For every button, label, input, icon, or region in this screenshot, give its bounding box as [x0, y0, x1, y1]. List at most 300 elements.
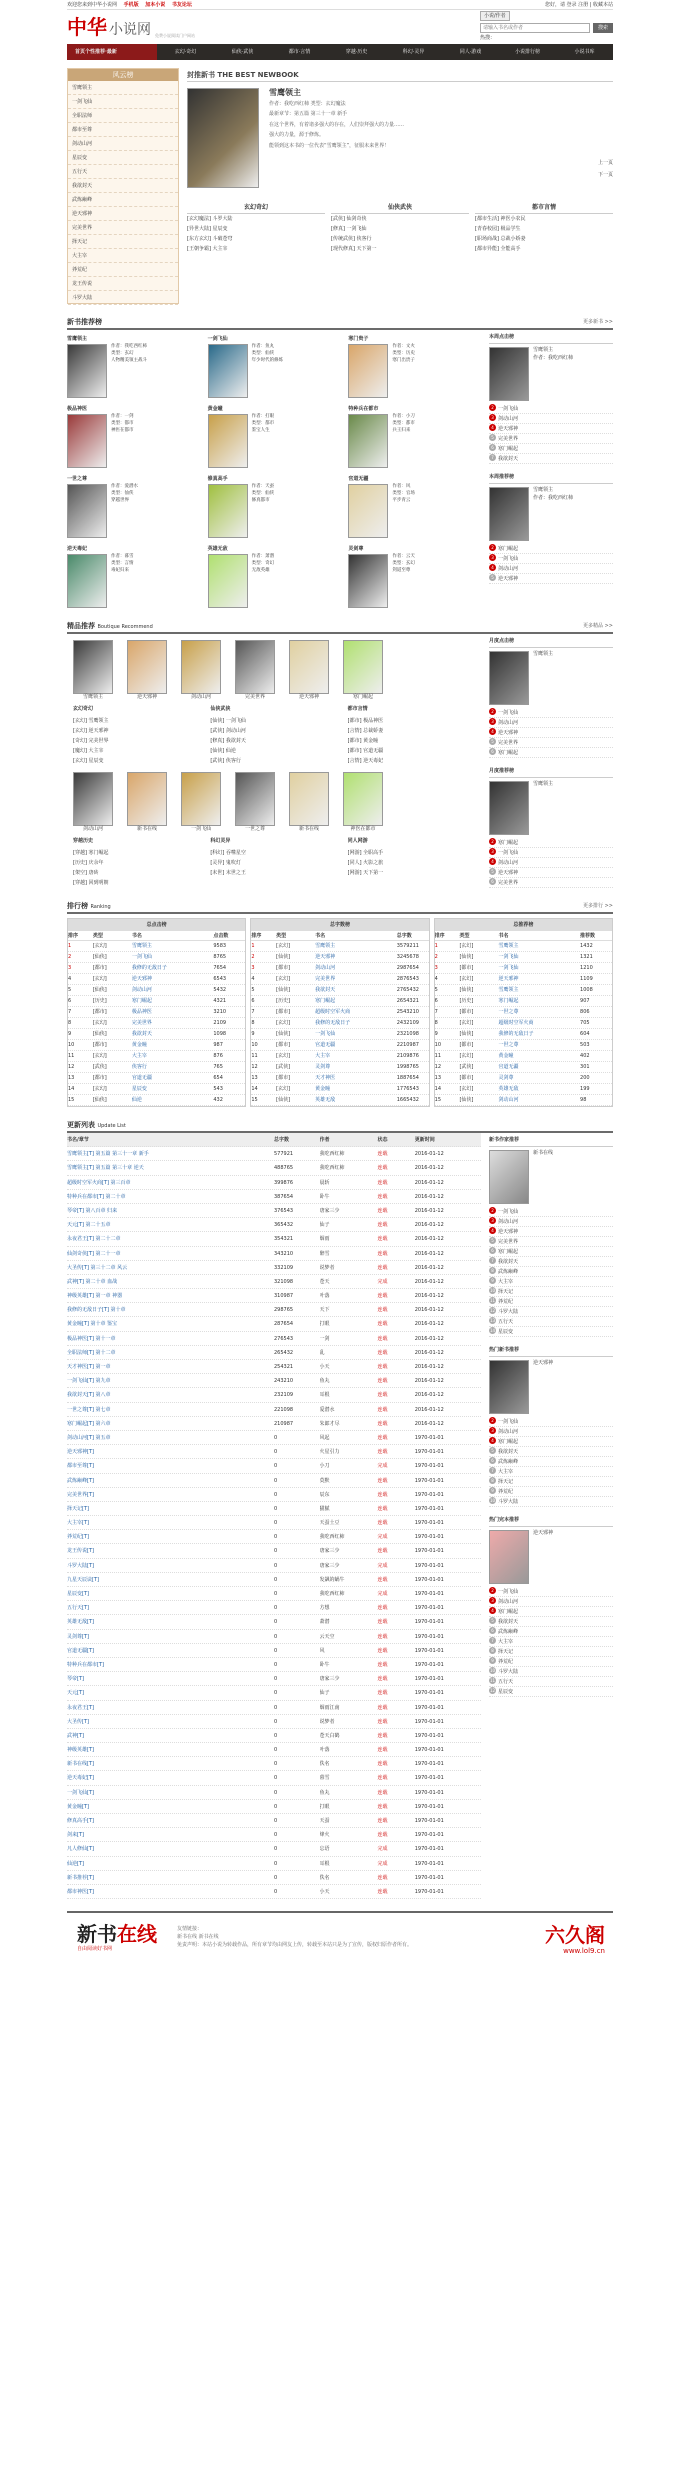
rank-item[interactable]: 雪鹰领主 — [68, 81, 178, 95]
newbook-cover[interactable] — [348, 554, 388, 608]
monthhot-item[interactable] — [489, 728, 613, 738]
boutique-book-title[interactable]: 寒门崛起 — [352, 694, 373, 700]
boutique-cover[interactable] — [127, 640, 167, 694]
hotnew-name[interactable]: 武炼巅峰 — [498, 1459, 519, 1465]
ranking-row[interactable] — [435, 1018, 612, 1029]
category-title[interactable]: 都市言情 — [475, 202, 613, 214]
ranking-cell[interactable]: 我欲封天 — [315, 987, 336, 993]
boutique-book[interactable] — [127, 640, 167, 700]
weekhot-name[interactable]: 剑动山河 — [498, 416, 519, 422]
update-row[interactable] — [67, 1573, 481, 1587]
boutique-category-item[interactable]: [玄幻] 星辰变 — [73, 758, 104, 764]
ranking-row[interactable] — [435, 1062, 612, 1073]
boutique-category-title[interactable]: 同人网游 — [347, 838, 368, 844]
hotdone-item[interactable] — [489, 1607, 613, 1617]
update-cell[interactable]: 斗罗大陆[T] — [67, 1562, 94, 1569]
boutique-book[interactable] — [181, 640, 221, 700]
ranking-row[interactable] — [251, 1040, 428, 1051]
weekhot-name[interactable]: 我欲封天 — [498, 456, 519, 462]
ranking-cell[interactable]: 寒门崛起 — [315, 998, 336, 1004]
ranking-cell[interactable]: 一剑飞仙 — [131, 954, 152, 960]
boutique-book-title[interactable]: 新书在线 — [136, 826, 157, 832]
ranking-row[interactable] — [251, 952, 428, 963]
category-item[interactable]: [武侠] 仙剑奇侠 — [331, 216, 367, 222]
boutique-category-item[interactable]: [历史] 庆余年 — [73, 860, 104, 866]
update-row[interactable] — [67, 1303, 481, 1317]
ranking-row[interactable] — [68, 952, 245, 963]
newfav-item[interactable] — [489, 1307, 613, 1317]
ranking-row[interactable] — [435, 1084, 612, 1095]
newbook-cover[interactable] — [348, 414, 388, 468]
ranking-row[interactable] — [435, 996, 612, 1007]
ranking-cell[interactable]: 剑动山河 — [498, 1097, 519, 1103]
ranking-cell[interactable]: 逆天邪神 — [498, 976, 519, 982]
ranking-cell[interactable]: 逆天邪神 — [315, 954, 336, 960]
category-item[interactable]: [玄幻魔法] 斗罗大陆 — [187, 216, 233, 222]
update-cell[interactable]: 寒门崛起[T] 第六章 — [67, 1420, 111, 1427]
update-row[interactable] — [67, 1488, 481, 1502]
monthhot-name[interactable]: 一剑飞仙 — [498, 710, 519, 716]
update-cell[interactable]: 天元[T] 第二十五章 — [67, 1222, 111, 1229]
nav-item[interactable]: 同人·游戏 — [459, 49, 482, 55]
weekrec-name[interactable]: 一剑飞仙 — [498, 556, 519, 562]
update-cell[interactable]: 逆天邪神[T] — [67, 1449, 94, 1456]
update-row[interactable] — [67, 1275, 481, 1289]
update-row[interactable] — [67, 1743, 481, 1757]
ranking-cell[interactable]: 超级时空军火商 — [498, 1020, 534, 1026]
update-cell[interactable]: 仙剑奇侠[T] 第二十一章 — [67, 1250, 121, 1257]
update-cell[interactable]: 都市至尊[T] — [67, 1463, 94, 1470]
boutique-book[interactable] — [343, 640, 383, 700]
newbook-title[interactable]: 黄金瞳 — [207, 406, 223, 412]
update-cell[interactable]: 超级时空军火商[T] 第三百章 — [67, 1179, 131, 1186]
category-item[interactable]: [青春校园] 极品学生 — [475, 226, 521, 232]
boutique-book[interactable] — [73, 772, 113, 832]
ranking-row[interactable] — [435, 1007, 612, 1018]
hotnew-name[interactable]: 我欲封天 — [498, 1449, 519, 1455]
ranking-cell[interactable]: 我欲封天 — [131, 1031, 152, 1037]
ranking-row[interactable] — [435, 1029, 612, 1040]
newbook-cover[interactable] — [67, 554, 107, 608]
update-cell[interactable]: 九星天辰诀[T] — [67, 1576, 99, 1583]
newbook-cover[interactable] — [67, 484, 107, 538]
newbook-title[interactable]: 一剑飞仙 — [207, 336, 228, 342]
monthhot-item[interactable] — [489, 738, 613, 748]
update-row[interactable] — [67, 1218, 481, 1232]
weekrec-item[interactable] — [489, 544, 613, 554]
ranking-row[interactable] — [251, 974, 428, 985]
category-item[interactable]: [都市生活] 神医小农民 — [475, 216, 526, 222]
hotnew-name[interactable]: 一剑飞仙 — [498, 1419, 519, 1425]
boutique-category-item[interactable]: [末世] 末世之王 — [210, 870, 246, 876]
nav-item[interactable]: 玄幻·奇幻 — [174, 49, 197, 55]
monthrec-name[interactable]: 逆天邪神 — [498, 870, 519, 876]
update-row[interactable] — [67, 1587, 481, 1601]
new-fav-book[interactable]: 新书在线 — [533, 1150, 554, 1156]
update-row[interactable] — [67, 1232, 481, 1246]
boutique-cover[interactable] — [289, 772, 329, 826]
newfav-item[interactable] — [489, 1257, 613, 1267]
rank-item[interactable]: 剑动山河 — [68, 137, 178, 151]
hotnew-name[interactable]: 大主宰 — [498, 1469, 514, 1475]
newfav-item[interactable] — [489, 1267, 613, 1277]
update-cell[interactable]: 五行天[T] — [67, 1605, 89, 1612]
monthrec-name[interactable]: 寒门崛起 — [498, 840, 519, 846]
ranking-row[interactable] — [68, 996, 245, 1007]
ranking-cell[interactable]: 我修的无敌日子 — [498, 1031, 534, 1037]
boutique-book-title[interactable]: 剑动山河 — [190, 694, 211, 700]
update-row[interactable] — [67, 1757, 481, 1771]
category-title[interactable]: 玄幻奇幻 — [187, 202, 325, 214]
update-row[interactable] — [67, 1403, 481, 1417]
boutique-book[interactable] — [289, 772, 329, 832]
ranking-row[interactable] — [435, 985, 612, 996]
month-hot-cover[interactable] — [489, 651, 529, 705]
update-row[interactable] — [67, 1842, 481, 1856]
hotdone-item[interactable] — [489, 1647, 613, 1657]
weekhot-item[interactable] — [489, 424, 613, 434]
ranking-cell[interactable]: 完美世界 — [131, 1020, 152, 1026]
rank-item[interactable]: 我欲封天 — [68, 179, 178, 193]
ranking-row[interactable] — [435, 941, 612, 952]
update-cell[interactable]: 都市神医[T] — [67, 1888, 94, 1895]
boutique-category-item[interactable]: [言情] 逆天毒妃 — [347, 758, 384, 764]
ranking-cell[interactable]: 黄金瞳 — [315, 1086, 331, 1092]
boutique-category-item[interactable]: [仙侠] 一剑飞仙 — [210, 718, 246, 724]
ranking-cell[interactable]: 大主宰 — [315, 1053, 331, 1059]
update-cell[interactable]: 极品神医[T] 第十一章 — [67, 1335, 116, 1342]
boutique-category-item[interactable]: [同人] 火影之旅 — [347, 860, 384, 866]
newbook-cover[interactable] — [67, 414, 107, 468]
month-rec-cover[interactable] — [489, 781, 529, 835]
ranking-row[interactable] — [251, 1051, 428, 1062]
boutique-category-item[interactable]: [修真] 我欲封天 — [210, 738, 246, 744]
ranking-row[interactable] — [251, 1084, 428, 1095]
boutique-category-item[interactable]: [网游] 天下第一 — [347, 870, 384, 876]
ranking-cell[interactable]: 一剑飞仙 — [498, 954, 519, 960]
hotnew-item[interactable] — [489, 1437, 613, 1447]
boutique-cover[interactable] — [343, 772, 383, 826]
boutique-category-item[interactable]: [都市] 黄金瞳 — [347, 738, 379, 744]
update-cell[interactable]: 剑来[T] — [67, 1832, 84, 1839]
hotnew-item[interactable] — [489, 1477, 613, 1487]
ranking-cell[interactable]: 黄金瞳 — [498, 1053, 514, 1059]
newfav-name[interactable]: 斗罗大陆 — [498, 1309, 519, 1315]
update-cell[interactable]: 修真高手[T] — [67, 1818, 94, 1824]
ranking-cell[interactable]: 雪鹰领主 — [315, 943, 336, 949]
ranking-cell[interactable]: 英雄无敌 — [315, 1097, 336, 1103]
newfav-name[interactable]: 逆天邪神 — [498, 1229, 519, 1235]
month-rec-book[interactable]: 雪鹰领主 — [533, 781, 554, 787]
newbook-title[interactable]: 一世之尊 — [67, 476, 88, 482]
boutique-category-item[interactable]: [架空] 唐砖 — [73, 870, 99, 876]
rank-item[interactable]: 斗罗大陆 — [68, 291, 178, 305]
category-item[interactable]: [东方玄幻] 斗破苍穹 — [187, 236, 233, 242]
monthhot-name[interactable]: 剑动山河 — [498, 720, 519, 726]
update-row[interactable] — [67, 1615, 481, 1629]
newfav-name[interactable]: 我欲封天 — [498, 1259, 519, 1265]
newbook-cover[interactable] — [208, 344, 248, 398]
weekrec-name[interactable]: 逆天邪神 — [498, 576, 519, 582]
newbook-more[interactable]: 更多新书 >> — [583, 319, 613, 325]
boutique-book-title[interactable]: 逆天邪神 — [136, 694, 157, 700]
update-cell[interactable]: 雪鹰领主[T] 第五篇 第三十章 逆天 — [67, 1165, 144, 1172]
weekhot-item[interactable] — [489, 404, 613, 414]
next-page[interactable]: 下一页 — [597, 172, 613, 179]
boutique-category-item[interactable]: [都市] 极品神医 — [347, 718, 384, 724]
featured-title[interactable]: 雪鹰领主 — [269, 88, 301, 97]
newbook-cover[interactable] — [348, 484, 388, 538]
ranking-cell[interactable]: 完美世界 — [315, 976, 336, 982]
update-cell[interactable]: 永夜君王[T] 第二十二章 — [67, 1236, 121, 1243]
hotdone-item[interactable] — [489, 1587, 613, 1597]
hotdone-item[interactable] — [489, 1597, 613, 1607]
ranking-row[interactable] — [68, 1051, 245, 1062]
newfav-name[interactable]: 星辰变 — [498, 1329, 514, 1335]
week-hot-book[interactable]: 雪鹰领主 — [533, 347, 554, 353]
weekrec-name[interactable]: 剑动山河 — [498, 566, 519, 572]
monthhot-name[interactable]: 寒门崛起 — [498, 750, 519, 756]
rank-item[interactable]: 完美世界 — [68, 221, 178, 235]
newbook-title[interactable]: 修真高手 — [207, 476, 228, 482]
newbook-title[interactable]: 逆天毒妃 — [67, 546, 88, 552]
update-cell[interactable]: 琴帝[T] — [67, 1676, 84, 1683]
update-row[interactable] — [67, 1828, 481, 1842]
boutique-category-item[interactable]: [科幻] 吞噬星空 — [210, 850, 246, 856]
boutique-category-item[interactable]: [武侠] 侠客行 — [210, 758, 241, 764]
boutique-book[interactable] — [181, 772, 221, 832]
ranking-row[interactable] — [435, 963, 612, 974]
hotnew-name[interactable]: 剑动山河 — [498, 1429, 519, 1435]
ranking-cell[interactable]: 寒门崛起 — [131, 998, 152, 1004]
update-cell[interactable]: 星辰变[T] — [67, 1591, 89, 1597]
ranking-row[interactable] — [68, 1029, 245, 1040]
category-item[interactable]: [王朝争霸] 大主宰 — [187, 246, 228, 252]
boutique-category-item[interactable]: [玄幻] 雪鹰领主 — [73, 718, 109, 724]
update-cell[interactable]: 大圣传[T] — [67, 1718, 89, 1725]
update-cell[interactable]: 我修的无敌日子[T] 第十章 — [67, 1307, 126, 1314]
rank-item[interactable]: 都市至尊 — [68, 123, 178, 137]
ranking-row[interactable] — [251, 1095, 428, 1106]
hotnew-item[interactable] — [489, 1487, 613, 1497]
nav-item[interactable]: 小说排行榜 — [514, 49, 540, 55]
rank-item[interactable]: 逆天邪神 — [68, 207, 178, 221]
boutique-cover[interactable] — [235, 772, 275, 826]
monthhot-item[interactable] — [489, 708, 613, 718]
update-row[interactable] — [67, 1417, 481, 1431]
newbook-title[interactable]: 寒门贵子 — [348, 336, 369, 342]
boutique-book[interactable] — [73, 640, 113, 700]
hotdone-name[interactable]: 大主宰 — [498, 1639, 514, 1645]
monthrec-name[interactable]: 完美世界 — [498, 880, 519, 886]
update-cell[interactable]: 黄金瞳[T] — [67, 1803, 89, 1810]
nav-item[interactable]: 都市·言情 — [288, 49, 311, 55]
hotnew-item[interactable] — [489, 1427, 613, 1437]
search-button[interactable]: 搜索 — [593, 23, 613, 33]
week-rec-cover[interactable] — [489, 487, 529, 541]
boutique-category-title[interactable]: 科幻灵异 — [210, 838, 231, 844]
update-cell[interactable]: 天元[T] — [67, 1690, 84, 1697]
update-cell[interactable]: 武炼巅峰[T] — [67, 1477, 94, 1484]
update-row[interactable] — [67, 1701, 481, 1715]
ranking-row[interactable] — [435, 1051, 612, 1062]
update-row[interactable] — [67, 1445, 481, 1459]
update-cell[interactable]: 一剑飞仙[T] 第九章 — [67, 1378, 111, 1385]
boutique-category-item[interactable]: [灵异] 鬼吹灯 — [210, 860, 241, 866]
update-cell[interactable]: 大主宰[T] — [67, 1520, 89, 1527]
ranking-cell[interactable]: 一剑飞仙 — [315, 1031, 336, 1037]
weekhot-item[interactable] — [489, 414, 613, 424]
update-cell[interactable]: 大圣传[T] 第三十二章 风云 — [67, 1264, 128, 1271]
ranking-row[interactable] — [251, 1062, 428, 1073]
monthhot-name[interactable]: 逆天邪神 — [498, 730, 519, 736]
update-cell[interactable]: 特种兵在都市[T] 第二十章 — [67, 1193, 126, 1200]
boutique-cover[interactable] — [181, 772, 221, 826]
ranking-cell[interactable]: 官道无疆 — [498, 1064, 519, 1070]
update-cell[interactable]: 琴帝[T] 第八百章 归来 — [67, 1207, 118, 1214]
hotdone-name[interactable]: 寒门崛起 — [498, 1609, 519, 1615]
update-cell[interactable]: 择天记[T] — [67, 1505, 89, 1512]
ranking-row[interactable] — [251, 963, 428, 974]
ranking-cell[interactable]: 星辰变 — [131, 1086, 147, 1092]
update-cell[interactable]: 全职法师[T] 第十二章 — [67, 1349, 116, 1356]
rank-item[interactable]: 武炼巅峰 — [68, 193, 178, 207]
newbook-title[interactable]: 英雄无敌 — [207, 546, 228, 552]
week-hot-cover[interactable] — [489, 347, 529, 401]
boutique-book[interactable] — [235, 640, 275, 700]
update-row[interactable] — [67, 1644, 481, 1658]
rank-item[interactable]: 莽荒纪 — [68, 263, 178, 277]
mobile-link[interactable]: 手机版 — [123, 1, 139, 8]
newfav-item[interactable] — [489, 1317, 613, 1327]
newfav-item[interactable] — [489, 1277, 613, 1287]
newfav-name[interactable]: 完美世界 — [498, 1239, 519, 1245]
boutique-more[interactable]: 更多精品 >> — [583, 623, 613, 629]
update-row[interactable] — [67, 1672, 481, 1686]
newfav-name[interactable]: 寒门崛起 — [498, 1249, 519, 1255]
ranking-row[interactable] — [435, 1073, 612, 1084]
boutique-cover[interactable] — [127, 772, 167, 826]
update-row[interactable] — [67, 1360, 481, 1374]
update-row[interactable] — [67, 1630, 481, 1644]
update-row[interactable] — [67, 1786, 481, 1800]
update-row[interactable] — [67, 1431, 481, 1445]
ranking-cell[interactable]: 黄金瞳 — [131, 1042, 147, 1048]
update-row[interactable] — [67, 1147, 481, 1161]
hotnew-item[interactable] — [489, 1467, 613, 1477]
update-row[interactable] — [67, 1530, 481, 1544]
ranking-cell[interactable]: 逆天邪神 — [131, 976, 152, 982]
ranking-row[interactable] — [68, 985, 245, 996]
newbook-title[interactable]: 官道无疆 — [348, 476, 369, 482]
boutique-category-item[interactable]: [玄幻] 逆天邪神 — [73, 728, 109, 734]
search-type-label[interactable]: 小说/作者 — [480, 11, 510, 21]
update-cell[interactable]: 一剑飞仙[T] — [67, 1789, 94, 1796]
ranking-cell[interactable]: 雪鹰领主 — [498, 987, 519, 993]
monthrec-name[interactable]: 剑动山河 — [498, 860, 519, 866]
nav-item[interactable]: 穿越·历史 — [345, 49, 368, 55]
update-cell[interactable]: 特种兵在都市[T] — [67, 1661, 104, 1668]
update-cell[interactable]: 凡人修仙[T] — [67, 1846, 94, 1853]
update-cell[interactable]: 莽荒纪[T] — [67, 1534, 89, 1541]
boutique-cover[interactable] — [343, 640, 383, 694]
hotdone-name[interactable]: 我欲封天 — [498, 1619, 519, 1625]
weekrec-name[interactable]: 寒门崛起 — [498, 546, 519, 552]
boutique-category-title[interactable]: 仙侠武侠 — [210, 706, 231, 712]
update-row[interactable] — [67, 1729, 481, 1743]
ranking-row[interactable] — [251, 1007, 428, 1018]
update-row[interactable] — [67, 1516, 481, 1530]
boutique-cover[interactable] — [289, 640, 329, 694]
prev-page[interactable]: 上一页 — [597, 160, 613, 167]
ranking-cell[interactable]: 我修的无敌日子 — [315, 1020, 351, 1026]
update-row[interactable] — [67, 1601, 481, 1615]
boutique-book[interactable] — [343, 772, 383, 832]
hotdone-item[interactable] — [489, 1617, 613, 1627]
hotnew-item[interactable] — [489, 1417, 613, 1427]
update-row[interactable] — [67, 1332, 481, 1346]
hotnew-name[interactable]: 择天记 — [498, 1479, 514, 1485]
ranking-cell[interactable]: 大主宰 — [131, 1053, 147, 1059]
update-row[interactable] — [67, 1289, 481, 1303]
rank-item[interactable]: 一剑飞仙 — [68, 95, 178, 109]
boutique-book[interactable] — [289, 640, 329, 700]
weekhot-item[interactable] — [489, 444, 613, 454]
month-hot-book[interactable]: 雪鹰领主 — [533, 651, 554, 657]
monthrec-item[interactable] — [489, 838, 613, 848]
ranking-row[interactable] — [251, 1018, 428, 1029]
new-fav-cover[interactable] — [489, 1150, 529, 1204]
site-logo[interactable]: 中华 小说网 免费小说阅读门户网站 — [67, 15, 195, 39]
boutique-book-title[interactable]: 一世之尊 — [244, 826, 265, 832]
ranking-row[interactable] — [251, 996, 428, 1007]
boutique-category-title[interactable]: 玄幻奇幻 — [73, 706, 94, 712]
footer-logo[interactable]: 新书在线 — [77, 1922, 157, 1947]
ranking-row[interactable] — [68, 1073, 245, 1084]
update-row[interactable] — [67, 1176, 481, 1190]
update-cell[interactable]: 新书在线[T] — [67, 1761, 94, 1768]
boutique-category-title[interactable]: 穿越历史 — [73, 838, 94, 844]
login-links[interactable]: 您好，请 登录 注册 | 收藏本站 — [544, 1, 613, 8]
ranking-cell[interactable]: 侠客行 — [131, 1064, 147, 1070]
newfav-name[interactable]: 大主宰 — [498, 1279, 514, 1285]
footer-links[interactable]: 新书在线 新书在线 — [177, 1934, 219, 1941]
update-row[interactable] — [67, 1814, 481, 1828]
update-row[interactable] — [67, 1474, 481, 1488]
boutique-cover[interactable] — [181, 640, 221, 694]
update-row[interactable] — [67, 1261, 481, 1275]
update-row[interactable] — [67, 1771, 481, 1785]
update-cell[interactable]: 英雄无敌[T] — [67, 1619, 94, 1626]
newfav-item[interactable] — [489, 1237, 613, 1247]
boutique-book[interactable] — [235, 772, 275, 832]
update-cell[interactable]: 武神[T] 第二十章 血战 — [67, 1278, 118, 1285]
ranking-cell[interactable]: 天才神医 — [315, 1075, 336, 1081]
boutique-book-title[interactable]: 雪鹰领主 — [82, 694, 103, 700]
nav-item[interactable]: 小说书库 — [574, 49, 595, 55]
ranking-row[interactable] — [251, 1029, 428, 1040]
ranking-row[interactable] — [68, 1095, 245, 1106]
newbook-cover[interactable] — [67, 344, 107, 398]
update-cell[interactable]: 新书推荐[T] — [67, 1874, 94, 1881]
ranking-row[interactable] — [68, 974, 245, 985]
boutique-book-title[interactable]: 一剑飞仙 — [190, 826, 211, 832]
hotnew-item[interactable] — [489, 1447, 613, 1457]
ranking-row[interactable] — [68, 1007, 245, 1018]
category-item[interactable]: [现代修真] 天下第一 — [331, 246, 377, 252]
ranking-cell[interactable]: 雪鹰领主 — [498, 943, 519, 949]
update-row[interactable] — [67, 1247, 481, 1261]
